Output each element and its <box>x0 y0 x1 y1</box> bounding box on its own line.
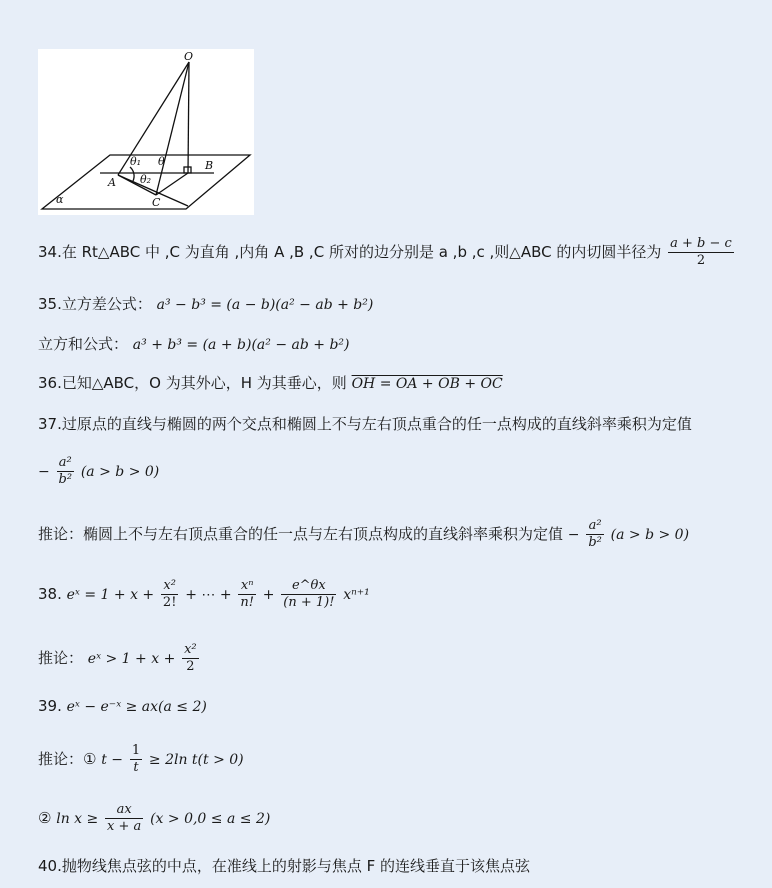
item-39-formula: eˣ − e⁻ˣ ≥ ax(a ≤ 2) <box>66 699 207 715</box>
item-39r2-rhs: (x > 0,0 ≤ a ≤ 2) <box>150 811 271 827</box>
item-38r-label: 推论： <box>38 649 84 667</box>
item-35-label: 35.立方差公式： <box>38 295 152 313</box>
item-38-f3-den: (n + 1)! <box>283 595 335 610</box>
item-37-condition: (a > b > 0) <box>80 464 160 480</box>
item-38r-frac-den: 2 <box>186 659 195 674</box>
label-alpha: α <box>56 193 64 206</box>
item-37-corollary <box>38 518 689 551</box>
item-37-frac-num: a² <box>57 455 75 472</box>
item-38-lhs: eˣ = 1 + x + <box>66 587 155 603</box>
item-39r-label: 推论：① <box>38 750 97 768</box>
item-37-value <box>38 455 159 488</box>
item-35b-formula: a³ + b³ = (a + b)(a² − ab + b²) <box>132 337 350 353</box>
item-34-frac-den: 2 <box>696 253 706 268</box>
item-35b-label: 立方和公式： <box>38 335 129 353</box>
item-38-frac1 <box>161 578 179 611</box>
item-39r-frac-num: 1 <box>131 743 141 758</box>
label-C: C <box>152 196 161 209</box>
item-38r-frac-num: x² <box>184 642 197 657</box>
item-38-plus: + <box>262 587 275 603</box>
item-38-corollary <box>38 642 201 675</box>
edge-OA <box>118 62 189 175</box>
item-37-frac-den: b² <box>58 472 73 487</box>
item-38-f3-num: e^θx <box>281 578 336 595</box>
item-35-difference <box>38 294 373 315</box>
label-theta1: θ₁ <box>130 155 142 168</box>
geometry-figure <box>38 49 254 215</box>
item-34-fraction <box>668 236 734 269</box>
item-36-text: 36.已知△ABC，O 为其外心，H 为其垂心，则 <box>38 374 347 392</box>
item-38-label: 38. <box>38 585 62 603</box>
item-34-frac-num: a + b − c <box>670 236 732 251</box>
item-39r2-frac-num: ax <box>105 802 143 819</box>
label-O: O <box>184 50 194 63</box>
item-35-formula: a³ − b³ = (a − b)(a² − ab + b²) <box>156 297 374 313</box>
item-40 <box>38 856 530 876</box>
item-38-mid: + ⋯ + <box>185 587 232 603</box>
item-34 <box>38 236 736 269</box>
item-38-tail: xⁿ⁺¹ <box>343 587 370 603</box>
edge-OD <box>188 62 189 173</box>
item-37-text: 37.过原点的直线与椭圆的两个交点和椭圆上不与左右顶点重合的任一点构成的直线斜率乘积为定值 <box>38 415 692 433</box>
item-39 <box>38 696 207 717</box>
geometry-diagram <box>38 49 254 215</box>
label-B: B <box>205 159 214 172</box>
item-37-sign: − <box>38 464 50 480</box>
item-37r-frac-num: a² <box>586 518 604 535</box>
item-38r-fraction <box>182 642 199 675</box>
item-39r2-fraction <box>105 802 143 835</box>
item-38-f1-num: x² <box>161 578 179 595</box>
item-39r-lhs: t − <box>101 752 124 768</box>
label-theta: θ <box>158 155 165 168</box>
item-36-formula: OH = OA + OB + OC <box>351 376 503 392</box>
item-37r-text: 推论：椭圆上不与左右顶点重合的任一点与左右顶点构成的直线斜率乘积为定值 <box>38 525 564 543</box>
item-38-frac2 <box>238 578 256 611</box>
item-38-f1-den: 2! <box>162 595 177 610</box>
label-theta2: θ₂ <box>140 173 152 186</box>
item-37r-fraction <box>586 518 604 551</box>
item-37 <box>38 414 692 434</box>
item-39r-frac-den: t <box>133 760 139 775</box>
item-39r-rhs: ≥ 2ln t(t > 0) <box>148 752 244 768</box>
item-39-label: 39. <box>38 697 62 715</box>
item-39-corollary-2 <box>38 802 270 835</box>
item-39-corollary-1 <box>38 743 244 776</box>
item-38-f2-num: xⁿ <box>238 578 256 595</box>
item-37r-sign: − <box>567 527 580 543</box>
item-39r2-label: ② <box>38 809 52 827</box>
item-35-sum <box>38 334 349 355</box>
label-A: A <box>108 176 116 189</box>
item-38-frac3 <box>281 578 336 611</box>
item-37-fraction <box>57 455 75 488</box>
item-38-f2-den: n! <box>240 595 254 610</box>
item-38 <box>38 578 370 611</box>
angle-arc <box>130 167 134 181</box>
item-37r-condition: (a > b > 0) <box>610 527 690 543</box>
item-39r2-frac-den: x + a <box>107 819 142 834</box>
item-38r-lhs: eˣ > 1 + x + <box>87 651 176 667</box>
item-39r-fraction <box>130 743 142 776</box>
item-36 <box>38 373 503 394</box>
item-37r-frac-den: b² <box>588 535 602 550</box>
item-39r2-lhs: ln x ≥ <box>56 811 99 827</box>
item-40-text: 40.抛物线焦点弦的中点，在准线上的射影与焦点 F 的连线垂直于该焦点弦 <box>38 857 531 875</box>
item-34-text: 34.在 Rt△ABC 中 ,C 为直角 ,内角 A ,B ,C 所对的边分别是 a ,b ,c ,则△ABC 的内切圆半径为 <box>38 243 662 261</box>
